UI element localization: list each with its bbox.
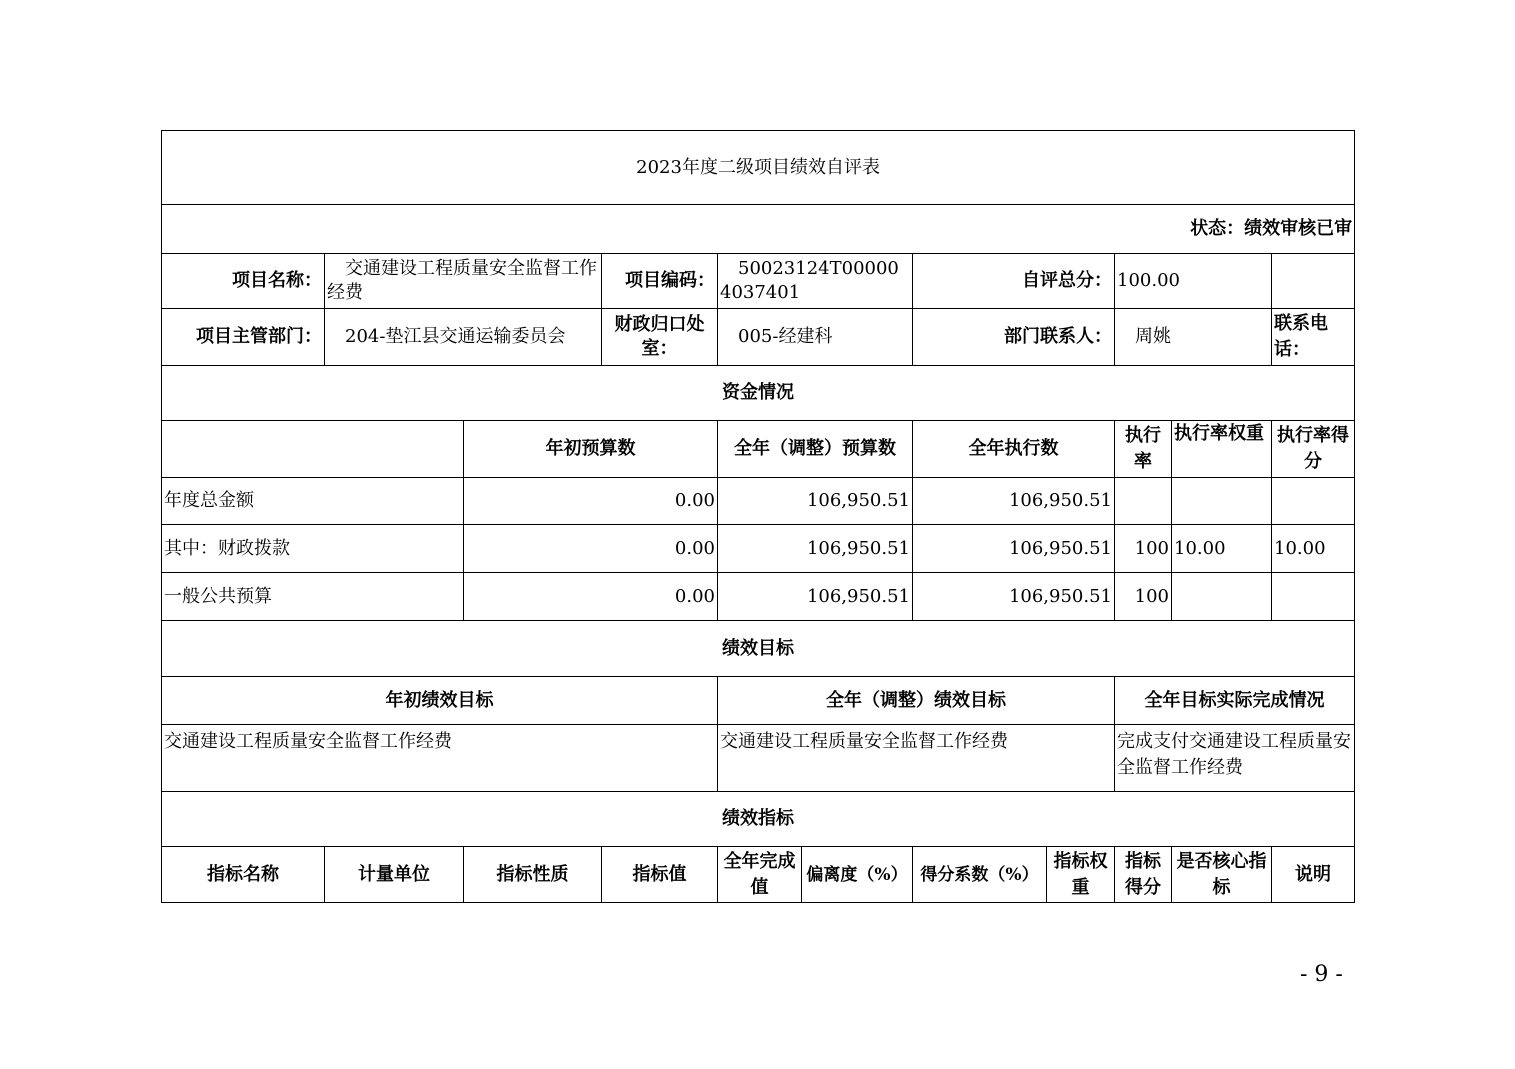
funds-row-score: 10.00 [1272,525,1355,573]
indicator-header: 偏离度（%） [802,847,913,903]
funds-row-label: 一般公共预算 [162,573,464,621]
funds-row-initial: 0.00 [464,478,718,525]
funds-row-executed: 106,950.51 [913,525,1115,573]
page-title: 2023年度二级项目绩效自评表 [162,131,1355,205]
contact-label: 部门联系人： [913,309,1115,366]
project-name-label: 项目名称： [162,254,325,309]
funds-row-executed: 106,950.51 [913,573,1115,621]
contact-value: 周姚 [1115,309,1272,366]
finance-office-value: 005-经建科 [718,309,913,366]
indicator-header: 指标得分 [1115,847,1172,903]
indicator-header: 得分系数（%） [913,847,1047,903]
funds-row-adjusted: 106,950.51 [718,478,913,525]
project-code-label: 项目编码： [602,254,718,309]
goals-section-title: 绩效目标 [162,621,1355,677]
funds-row-rate: 100 [1115,525,1172,573]
dept-label: 项目主管部门： [162,309,325,366]
funds-section-title: 资金情况 [162,366,1355,421]
funds-row-weight: 10.00 [1172,525,1272,573]
goals-header-initial: 年初绩效目标 [162,677,718,725]
funds-header-executed: 全年执行数 [913,421,1115,478]
status-label: 状态：绩效审核已审 [162,205,1355,254]
empty-cell [1272,254,1355,309]
indicator-header: 说明 [1272,847,1355,903]
project-code-value: 50023124T000004037401 [718,254,913,309]
indicator-header: 是否核心指标 [1172,847,1272,903]
goals-header-adjusted: 全年（调整）绩效目标 [718,677,1115,725]
phone-label: 联系电话： [1272,309,1355,366]
funds-header-initial: 年初预算数 [464,421,718,478]
funds-header-weight: 执行率权重 [1172,421,1272,478]
funds-row-score [1272,573,1355,621]
funds-row-initial: 0.00 [464,525,718,573]
indicator-header: 指标性质 [464,847,602,903]
performance-table [161,130,1355,903]
goal-initial-text: 交通建设工程质量安全监督工作经费 [162,725,718,792]
funds-row-initial: 0.00 [464,573,718,621]
funds-row-rate [1115,478,1172,525]
funds-header-adjusted: 全年（调整）预算数 [718,421,913,478]
indicator-header: 指标名称 [162,847,325,903]
funds-header-rate: 执行率 [1115,421,1172,478]
goals-header-actual: 全年目标实际完成情况 [1115,677,1355,725]
page-number: - 9 - [1300,962,1343,987]
funds-row-label: 年度总金额 [162,478,464,525]
funds-row-adjusted: 106,950.51 [718,525,913,573]
self-score-value: 100.00 [1115,254,1272,309]
indicator-header: 指标值 [602,847,718,903]
funds-row-weight [1172,478,1272,525]
funds-row-adjusted: 106,950.51 [718,573,913,621]
funds-row-weight [1172,573,1272,621]
project-name-value: 交通建设工程质量安全监督工作经费 [325,254,602,309]
indicators-section-title: 绩效指标 [162,792,1355,847]
funds-row-label: 其中：财政拨款 [162,525,464,573]
funds-row-rate: 100 [1115,573,1172,621]
funds-header-blank [162,421,464,478]
indicator-header: 计量单位 [325,847,464,903]
goal-adjusted-text: 交通建设工程质量安全监督工作经费 [718,725,1115,792]
dept-value: 204-垫江县交通运输委员会 [325,309,602,366]
funds-row-executed: 106,950.51 [913,478,1115,525]
funds-header-score: 执行率得分 [1272,421,1355,478]
self-score-label: 自评总分： [913,254,1115,309]
indicator-header: 全年完成值 [718,847,802,903]
indicator-header: 指标权重 [1047,847,1115,903]
funds-row-score [1272,478,1355,525]
goal-actual-text: 完成支付交通建设工程质量安全监督工作经费 [1115,725,1355,792]
finance-office-label: 财政归口处室： [602,309,718,366]
